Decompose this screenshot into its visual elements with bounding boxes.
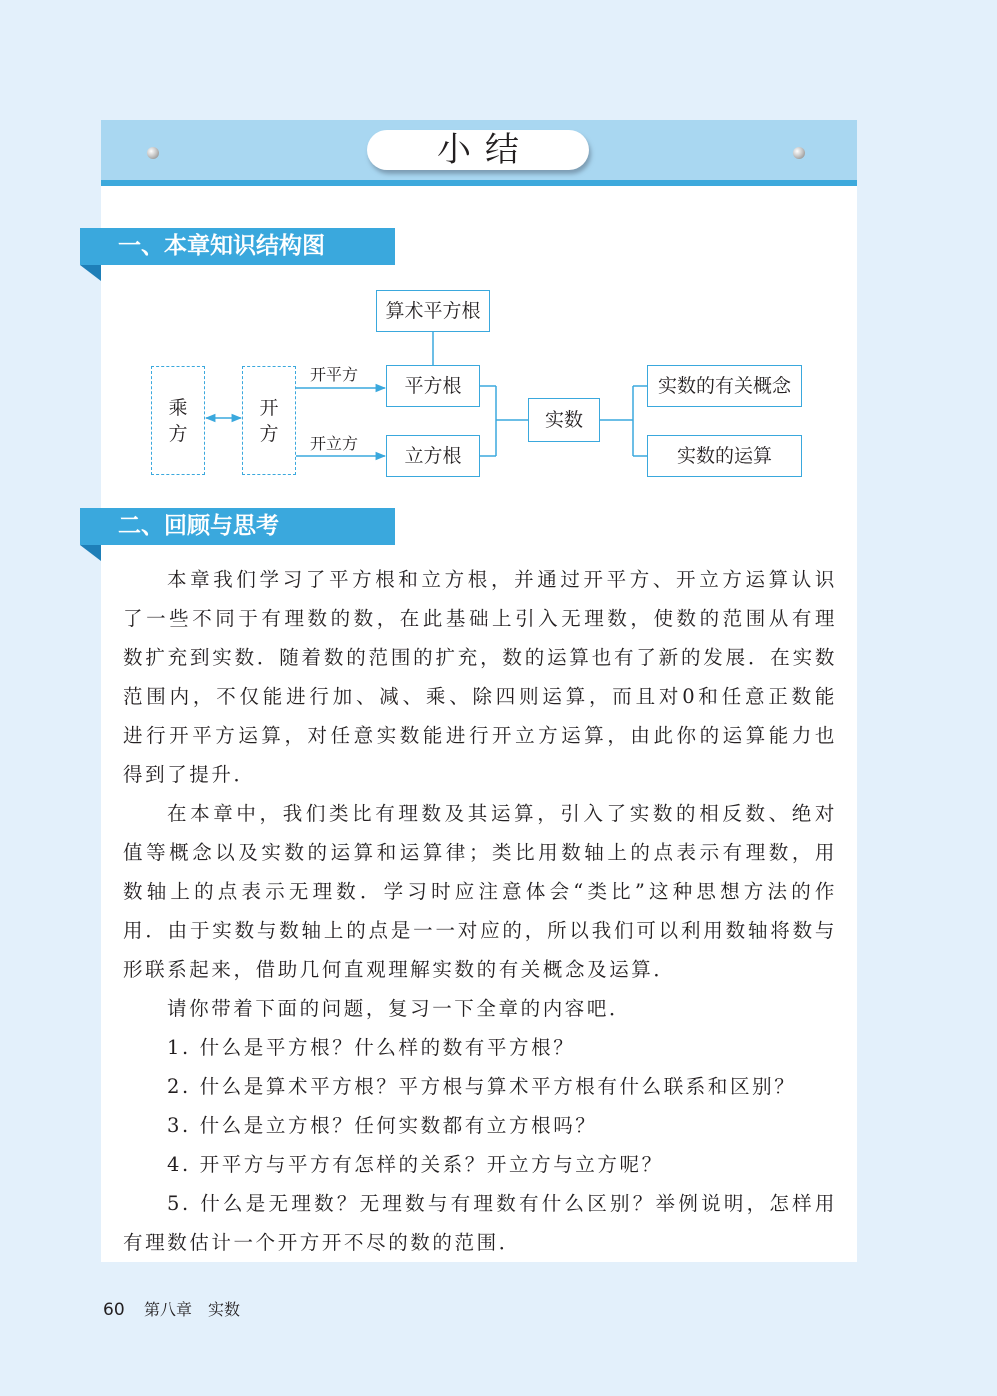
label-kailifang: 开立方 bbox=[310, 434, 359, 453]
pin-dot-left-icon bbox=[147, 147, 159, 159]
ribbon-fold-icon bbox=[80, 545, 101, 561]
page-footer bbox=[103, 1297, 240, 1320]
text-line: 形联系起来，借助几何直观理解实数的有关概念及运算． bbox=[123, 958, 676, 981]
text-line: 数轴上的点表示无理数．学习时应注意体会“类比”这种思想方法的作 bbox=[123, 880, 837, 903]
node-lifanggen: 立方根 bbox=[386, 435, 480, 477]
page-number: 60 bbox=[103, 1300, 125, 1320]
node-chengfang-char-1: 乘 bbox=[168, 397, 188, 419]
text-line: 范围内，不仅能进行加、减、乘、除四则运算，而且对0和任意正数能 bbox=[123, 685, 837, 708]
text-line: 用．由于实数与数轴上的点是一一对应的，所以我们可以利用数轴将数与 bbox=[123, 919, 837, 942]
text-line: 得到了提升． bbox=[123, 763, 256, 786]
question-item: 1. 什么是平方根？什么样的数有平方根？ bbox=[167, 1036, 576, 1059]
text-line: 进行开平方运算，对任意实数能进行开立方运算，由此你的运算能力也 bbox=[123, 724, 837, 747]
pin-dot-right-icon bbox=[793, 147, 805, 159]
section-heading-review bbox=[80, 508, 395, 545]
review-intro: 请你带着下面的问题，复习一下全章的内容吧． bbox=[167, 997, 632, 1020]
node-suanshu-pingfanggen: 算术平方根 bbox=[376, 290, 490, 332]
review-paragraph-2 bbox=[123, 794, 837, 989]
chapter-label: 第八章 实数 bbox=[144, 1300, 241, 1319]
node-kaifang-char-1: 开 bbox=[259, 397, 279, 419]
node-chengfang-char-2: 方 bbox=[168, 423, 188, 445]
question-item: 5. 什么是无理数？无理数与有理数有什么区别？举例说明，怎样用 bbox=[167, 1192, 837, 1215]
review-questions bbox=[123, 989, 837, 1262]
question-item: 2. 什么是算术平方根？平方根与算术平方根有什么联系和区别？ bbox=[167, 1075, 797, 1098]
text-line: 数扩充到实数．随着数的范围的扩充，数的运算也有了新的发展．在实数 bbox=[123, 646, 837, 669]
node-shishu: 实数 bbox=[528, 398, 600, 442]
node-kaifang bbox=[242, 366, 296, 475]
page-title: 小结 bbox=[367, 130, 589, 170]
text-line: 在本章中，我们类比有理数及其运算，引入了实数的相反数、绝对 bbox=[167, 802, 837, 825]
text-line: 本章我们学习了平方根和立方根，并通过开平方、开立方运算认识 bbox=[167, 568, 837, 591]
node-pingfanggen: 平方根 bbox=[386, 365, 480, 407]
node-shishu-yunsuan: 实数的运算 bbox=[647, 435, 802, 477]
ribbon-fold-icon bbox=[80, 265, 101, 281]
question-item-continuation: 有理数估计一个开方开不尽的数的范围． bbox=[123, 1231, 521, 1254]
node-kaifang-char-2: 方 bbox=[259, 423, 279, 445]
text-line: 了一些不同于有理数的数，在此基础上引入无理数，使数的范围从有理 bbox=[123, 607, 837, 630]
label-kaipingfang: 开平方 bbox=[310, 365, 359, 384]
section-heading-structure bbox=[80, 228, 395, 265]
node-chengfang bbox=[151, 366, 205, 475]
section-heading-text: 二、回顾与思考 bbox=[118, 513, 279, 539]
section-heading-text: 一、本章知识结构图 bbox=[118, 233, 325, 259]
text-line: 值等概念以及实数的运算和运算律；类比用数轴上的点表示有理数，用 bbox=[123, 841, 837, 864]
node-shishu-gainian: 实数的有关概念 bbox=[647, 365, 802, 407]
question-item: 4. 开平方与平方有怎样的关系？开立方与立方呢？ bbox=[167, 1153, 664, 1176]
title-banner bbox=[101, 120, 857, 186]
question-item: 3. 什么是立方根？任何实数都有立方根吗？ bbox=[167, 1114, 598, 1137]
review-paragraph-1 bbox=[123, 560, 837, 794]
